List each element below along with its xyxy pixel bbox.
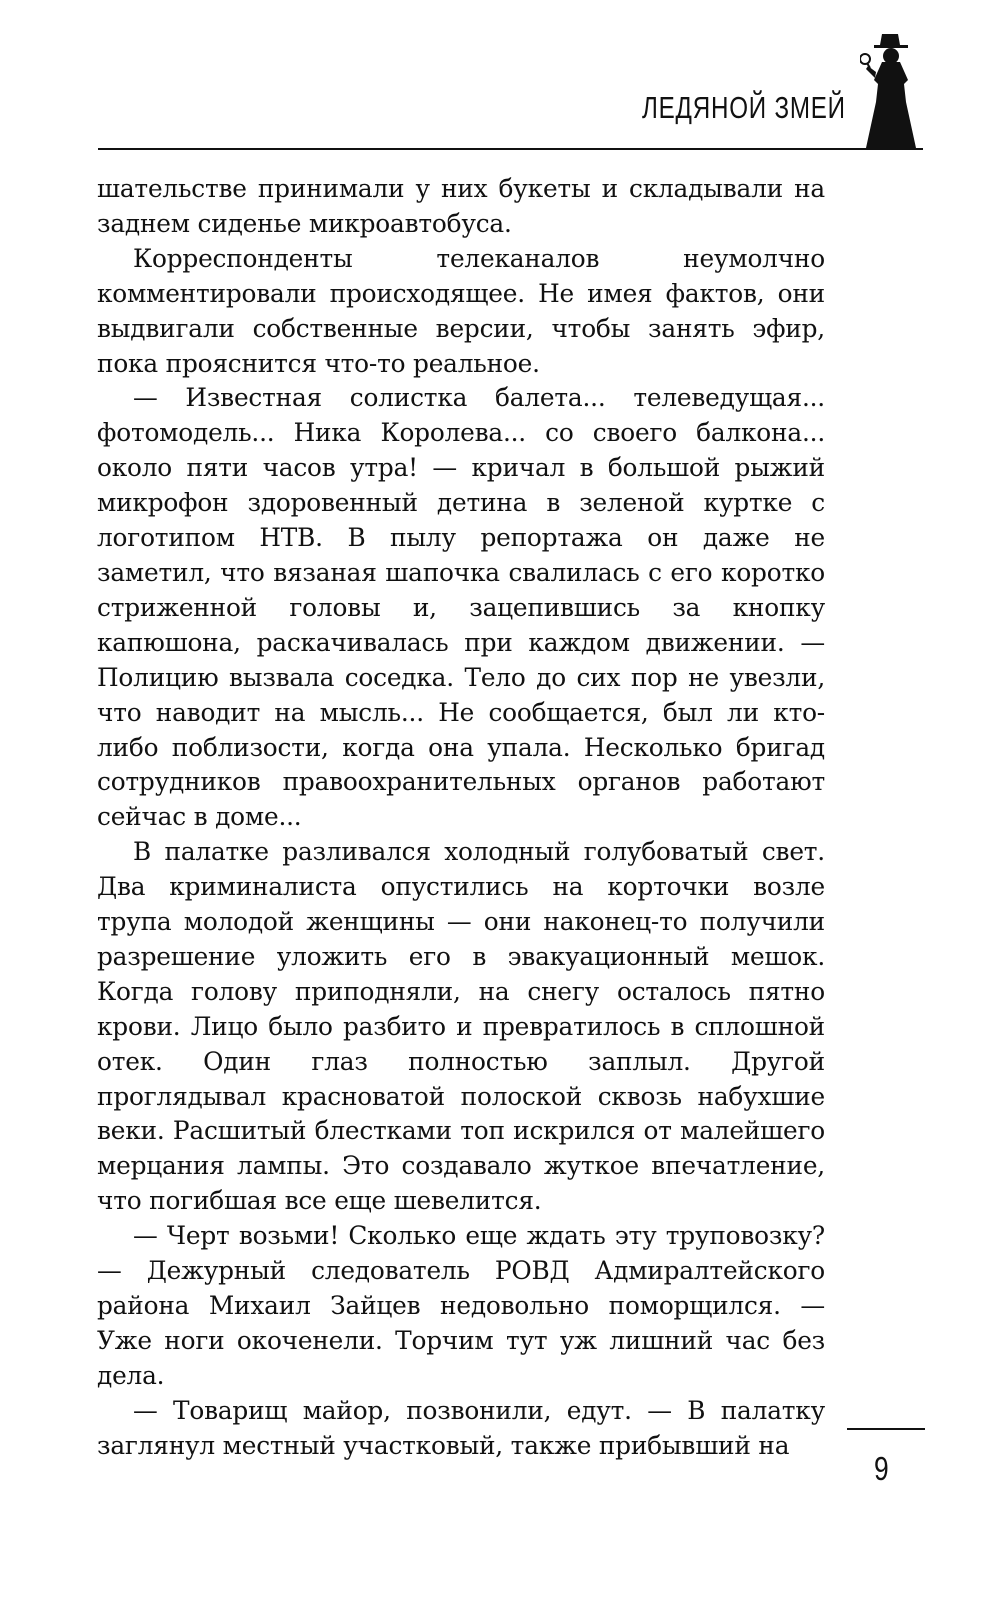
paragraph: — Черт возьми! Сколько еще ждать эту труповозку? — Дежурный следователь РОВД Адмиралтейского района Михаил Зайцев недовольно поморщился. — Уже ноги окоченели. Торчим тут уж лишний час без дела. <box>97 1221 825 1390</box>
footer-rule <box>847 1428 925 1430</box>
paragraph: шательстве принимали у них букеты и складывали на заднем сиденье микроавтобуса. <box>97 174 825 238</box>
paragraph: — Известная солистка балета... телеведущая... фотомодель... Ника Королева... со своего балкона... около пяти часов утра! — кричал в большой рыжий микрофон здоровенный детина в зеленой куртке с логотипом НТВ. В пылу репортажа он даже не заметил, что вязаная шапочка свалилась с его коротко стриженной головы и, зацепившись за кнопку капюшона, раскачивалась при каждом движении. — Полицию вызвала соседка. Тело до сих пор не увезли, что наводит на мысль... Не сообщается, был ли кто-либо поблизости, когда она упала. Несколько бригад сотрудников правоохранительных органов работают сейчас в доме... <box>97 383 825 832</box>
detective-silhouette-icon <box>860 32 926 150</box>
page-number: 9 <box>874 1450 889 1487</box>
paragraph: В палатке разливался холодный голубоватый свет. Два криминалиста опустились на корточки возле трупа молодой женщины — они наконец-то получили разрешение уложить его в эвакуационный мешок. Когда голову приподняли, на снегу осталось пятно крови. Лицо было разбито и превратилось в сплошной отек. Один глаз полностью заплыл. Другой проглядывал красноватой полоской сквозь набухшие веки. Расшитый блестками топ искрился от малейшего мерцания лампы. Это создавало жуткое впечатление, что погибшая все еще шевелится. <box>97 837 825 1216</box>
running-header-title: ЛЕДЯНОЙ ЗМЕЙ <box>642 90 846 125</box>
body-text <box>97 172 825 1464</box>
paragraph: — Товарищ майор, позвонили, едут. — В палатку заглянул местный участковый, также прибывший на <box>97 1395 825 1460</box>
paragraph: Корреспонденты телеканалов неумолчно комментировали происходящее. Не имея фактов, они выдвигали собственные версии, чтобы занять эфир, пока прояснится что-то реальное. <box>97 243 825 378</box>
header-rule <box>98 148 923 150</box>
